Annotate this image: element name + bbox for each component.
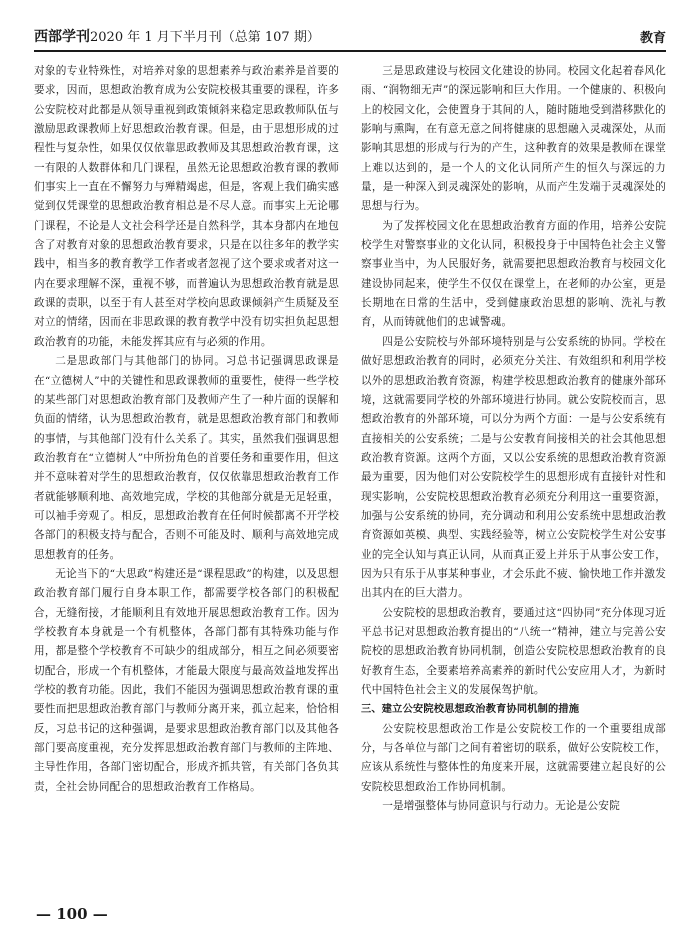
- paragraph: 公安院校思想政治工作是公安院校工作的一个重要组成部分，与各单位与部门之间有着密切的联系，做好公安院校工作，应该从系统性与整体性的角度来开展，这就需要建立起良好的公安院校思想政治工作协同机制。: [361, 722, 666, 793]
- paragraph: 四是公安院校与外部环境特别是与公安系统的协同。学校在做好思想政治教育的同时，必须充分关注、有效组织和利用学校以外的思想政治教育资源，构建学校思想政治教育的健康外部环境，这就需要同学校的外部环境进行协同。就公安院校而言，思想政治教育的外部环境，可以分为两个方面：一是与公安系统有直接相关的公安系统；二是与公安教育间接相关的社会其他思想政治教育资源。这两个方面，又以公安系统的思想政治教育资源最为重要，因为他们对公安院校学生的思想形成有直接针对性和现实影响，公安院校思想政治教育必须充分利用这一重要资源，加强与公安系统的协同，充分调动和利用公安系统中思想政治教育资源如英模、典型、实践经验等，树立公安院校学生对公安事业的完全认知与真正认同，从而真正爱上并乐于从事公安工作，因为只有乐于从事某种事业，才会乐此不疲、愉快地工作并激发出其内在的巨大潜力。: [361, 335, 666, 600]
- header-journal-info: [34, 26, 320, 46]
- left-column: [34, 62, 339, 892]
- paragraph: 二是思政部门与其他部门的协同。习总书记强调思政课是在“立德树人”中的关键性和思政课教师的重要性，使得一些学校的某些部门对思想政治教育部门及教师产生了一种片面的误解和负面的情绪，认为思想政治教育，就是思想政治教育部门和教师的事情，与其他部门没有什么关系了。其实，虽然我们强调思想政治教育在“立德树人”中所扮角色的首要任务和重要作用，但这并不意味着对学生的思想政治教育，仅仅依靠思想政治教育工作者就能够顺利地、高效地完成，学校的其他部分就是无足轻重，可以袖手旁观了。相反，思想政治教育在任何时候都离不开学校各部门的积极支持与配合，否则不可能及时、顺利与高效地完成思想教育的任务。: [34, 355, 339, 561]
- paragraph: 三是思政建设与校园文化建设的协同。校园文化起着春风化雨、“润物细无声”的深远影响和巨大作用。一个健康的、积极向上的校园文化，会使置身于其间的人，随时随地受到潜移默化的影响与熏陶，在有意无意之间将健康的思想融入灵魂深处，从而影响其思想的形成与行为的产生，这种教育的效果是教师在课堂上难以达到的，是一个人的文化认同所产生的恒久与深远的力量，是一种深入到灵魂深处的影响，从而产生发端于灵魂深处的思想与行为。: [361, 65, 666, 213]
- section-label: 教育: [639, 31, 666, 46]
- right-column: [361, 62, 666, 892]
- paragraph: 公安院校的思想政治教育，要通过这“四协同”充分体现习近平总书记对思想政治教育提出的“八统一”精神，建立与完善公安院校的思想政治教育协同机制，创造公安院校思想政治教育的良好教育生态，全要素培养高素养的新时代公安应用人才，为新时代中国特色社会主义的发展保驾护航。: [361, 606, 666, 696]
- paragraph: 一是增强整体与协同意识与行动力。无论是公安院: [382, 800, 620, 813]
- journal-title: 西部学刊: [34, 29, 90, 45]
- page-header: [34, 26, 666, 52]
- section-heading: 三、建立公安院校思想政治教育协同机制的措施: [361, 704, 580, 716]
- issue-info: 2020 年 1 月下半月刊（总第 107 期）: [90, 30, 320, 45]
- paragraph: 无论当下的“大思政”构建还是“课程思政”的构建，以及思想政治教育部门履行自身本职工作，都需要学校各部门的积极配合，无缝衔接，才能顺利且有效地开展思想政治教育工作。因为学校教育本身就是一个有机整体，各部门都有其特殊功能与作用，都是整个学校教育不可缺少的组成部分，相互之间必须要密切配合，形成一个有机整体，才能最大限度与最高效益地发挥出学校的教育功能。因此，我们不能因为强调思想政治教育课的重要性而把思想政治教育部门与教师分离开来，孤立起来，恰恰相反，习总书记的这种强调，是要求思想政治教育部门以及其他各部门要高度重视，充分发挥思想政治教育部门与教师的主阵地、主导性作用，各部门密切配合，形成齐抓共管，有关部门各负其责，全社会协同配合的思想政治教育工作格局。: [34, 567, 339, 793]
- paragraph: 对象的专业特殊性，对培养对象的思想素养与政治素养是首要的要求，因而，思想政治教育成为公安院校极其重要的课程，许多公安院校对此都是从领导重视到政策倾斜来稳定思政教师队伍与激励思政课教师上好思想政治教育课。但是，由于思想形成的过程性与复杂性，如果仅仅依靠思政教师及其思想政治教育课，这一有限的人数群体和几门课程，虽然无论思想政治教育课的教师们事实上一直在不懈努力与殚精竭虑，但是，客观上我们确实感觉到仅凭课堂的思想政治教育相总是不尽人意。而事实上无论哪门课程，不论是人文社会科学还是自然科学，其本身都内在地包含了对教育对象的思想政治教育要求，只是在以往多年的教学实践中，相当多的教育教学工作者或者忽视了这个要求或者对这一内在要求理解不深，重视不够，而普遍认为思想政治教育就是思政课的责职，以至于有人甚至对学校向思政课倾斜产生质疑及至对立的情绪，因而在非思政课的教育教学中没有切实担负起思想政治教育的功能，未能发挥其应有与必须的作用。: [34, 65, 339, 348]
- page-number: — 100 —: [36, 905, 108, 923]
- paragraph: 为了发挥校园文化在思想政治教育方面的作用，培养公安院校学生对警察事业的文化认同，积极投身于中国特色社会主义警察事业当中，为人民服好务，就需要把思想政治教育与校园文化建设协同起来，使学生不仅仅在课堂上，在老师的办公室，更是长期地在日常的生活中，受到健康政治思想的影响、洗礼与教育，从而铸就他们的忠诚警魂。: [361, 219, 666, 329]
